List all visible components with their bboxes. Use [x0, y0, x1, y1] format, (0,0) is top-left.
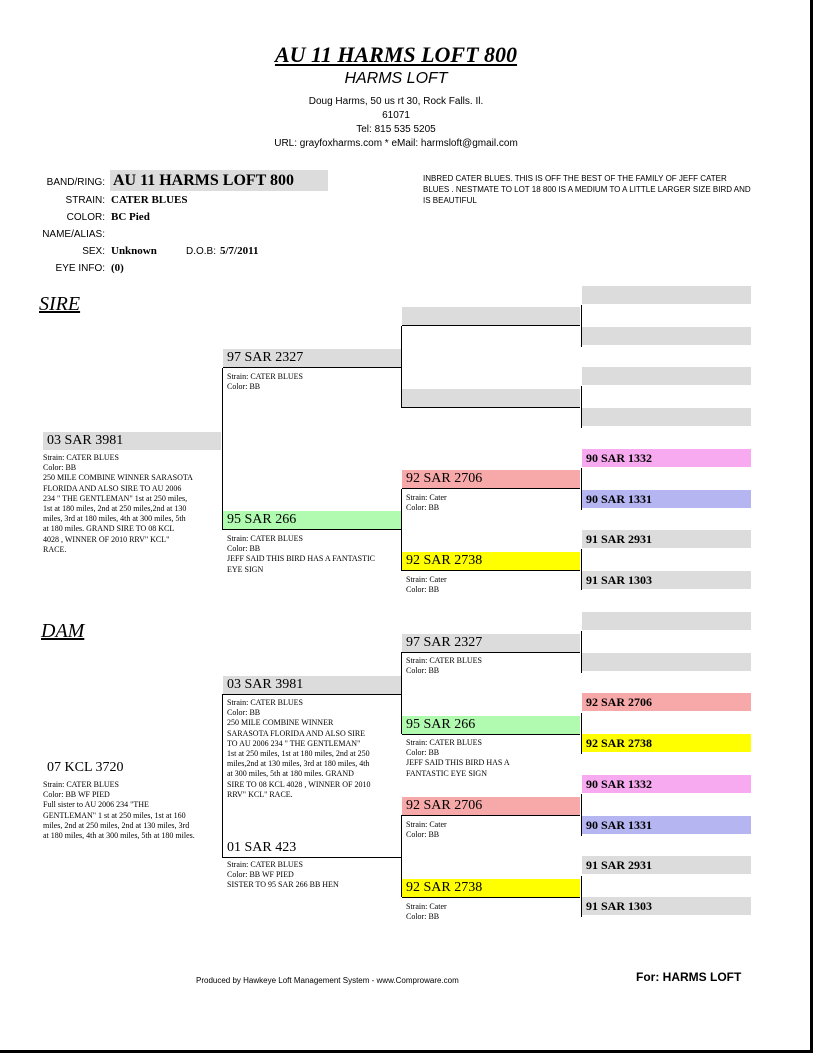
dam-info: Strain: CATER BLUES Color: BB WF PIED Full sister to AU 2006 234 "THE GENTLEMAN" 1 st at 250 miles, 1st at 160 miles, 2nd at 250 miles, 2nd at 130 miles, 3rd at 180 miles, 4th at 300 miles, 5th at 180 miles.	[43, 780, 195, 841]
sire-sire-dam-empty	[402, 389, 580, 407]
dam-gen4-2: 92 SAR 2738	[582, 734, 751, 752]
dam-sire-underline	[223, 694, 401, 695]
gen4-empty	[582, 367, 751, 385]
dam-connector	[222, 694, 223, 858]
dam-dam-sire-info: Strain: Cater Color: BB	[406, 820, 447, 840]
dam-dam-dam-band: 92 SAR 2738	[402, 879, 580, 897]
gen4-empty	[582, 327, 751, 345]
dam-dam-dam-info: Strain: Cater Color: BB	[406, 902, 447, 922]
sire-info: Strain: CATER BLUES Color: BB 250 MILE COMBINE WINNER SARASOTA FLORIDA AND ALSO SIRE TO AU 2006 234 " THE GENTLEMAN" 1st at 250 miles, 1st at 180 miles, 2nd at 250 miles,2nd at 130 miles, 3rd at 180 miles, 4th at 300 miles, 5th at 180 miles. GRAND SIRE TO 08 KCL 4028 , WINNER OF 2010 RRV" KCL" RACE.	[43, 453, 193, 554]
loft-name: HARMS LOFT	[344, 70, 448, 87]
eye-value: (0)	[111, 262, 124, 274]
band-value: AU 11 HARMS LOFT 800	[113, 172, 295, 189]
sire-sire-info: Strain: CATER BLUES Color: BB	[227, 372, 304, 392]
dam-dam-band: 01 SAR 423	[227, 840, 297, 855]
sex-label: SEX:	[82, 246, 105, 257]
address-line: Doug Harms, 50 us rt 30, Rock Falls. Il.	[308, 96, 484, 107]
sire-dam-band: 95 SAR 266	[223, 511, 401, 529]
dam-sire-dam-band: 95 SAR 266	[402, 716, 580, 734]
strain-label: STRAIN:	[65, 195, 105, 206]
sire-gen4-4: 91 SAR 1303	[582, 571, 751, 589]
dam-sire-info: Strain: CATER BLUES Color: BB 250 MILE COMBINE WINNER SARASOTA FLORIDA AND ALSO SIRE TO AU 2006 234 " THE GENTLEMAN" 1st at 250 miles, 1st at 180 miles, 2nd at 250 miles,2nd at 130 miles, 3rd at 180 miles, 4th at 300 miles, 5th at 180 miles. GRAND SIRE TO 08 KCL 4028 , WINNER OF 2010 RRV" KCL" RACE.	[227, 698, 371, 799]
gen4-empty	[582, 612, 751, 630]
sire-dam-dam-band: 92 SAR 2738	[402, 552, 580, 570]
gen4-empty	[582, 408, 751, 426]
gen3-underline	[402, 897, 580, 898]
dam-gen4-5: 91 SAR 2931	[582, 856, 751, 874]
phone-line: Tel: 815 535 5205	[356, 124, 436, 135]
dam-dam-info: Strain: CATER BLUES Color: BB WF PIED SISTER TO 95 SAR 266 BB HEN	[227, 860, 339, 890]
color-value: BC Pied	[111, 211, 150, 223]
sire-dam-dam-info: Strain: Cater Color: BB	[406, 575, 447, 595]
pedigree-title: AU 11 HARMS LOFT 800	[274, 42, 518, 67]
strain-value: CATER BLUES	[111, 194, 188, 206]
dam-gen4-6: 91 SAR 1303	[582, 897, 751, 915]
footer-produced-by: Produced by Hawkeye Loft Management System - www.Comproware.com	[196, 976, 459, 985]
gen3-underline	[402, 325, 580, 326]
dam-dam-sire-band: 92 SAR 2706	[402, 797, 580, 815]
name-label: NAME/ALIAS:	[42, 229, 105, 240]
dam-dam-underline	[223, 857, 401, 858]
dam-heading: DAM	[41, 620, 85, 642]
gen3-underline	[402, 652, 580, 653]
gen3-underline	[402, 488, 580, 489]
sire-dam-info: Strain: CATER BLUES Color: BB JEFF SAID THIS BIRD HAS A FANTASTIC EYE SIGN	[227, 534, 375, 574]
web-email-line: URL: grayfoxharms.com * eMail: harmsloft@gmail.com	[274, 138, 518, 149]
sire-sire-band: 97 SAR 2327	[223, 349, 401, 367]
sex-value: Unknown	[111, 245, 157, 257]
bird-notes: INBRED CATER BLUES. THIS IS OFF THE BEST OF THE FAMILY OF JEFF CATER BLUES . NESTMATE TO LOT 18 800 IS A MEDIUM TO A LITTLE LARGER SIZE BIRD AND IS BEAUTIFUL	[423, 174, 751, 205]
sire-sire-underline	[223, 367, 401, 368]
dam-sire-sire-info: Strain: CATER BLUES Color: BB	[406, 656, 483, 676]
sire-dam-underline	[223, 529, 401, 530]
gen4-empty	[582, 653, 751, 671]
sire-heading: SIRE	[39, 293, 81, 315]
color-label: COLOR:	[66, 212, 105, 223]
sire-dam-sire-band: 92 SAR 2706	[402, 470, 580, 488]
sire-sire-sire-empty	[402, 307, 580, 325]
sire-gen4-3: 91 SAR 2931	[582, 530, 751, 548]
dam-sire-sire-band: 97 SAR 2327	[402, 634, 580, 652]
sire-connector	[222, 368, 223, 530]
gen4-empty	[582, 286, 751, 304]
gen3-underline	[402, 570, 580, 571]
dam-gen4-4: 90 SAR 1331	[582, 816, 751, 834]
gen3-underline	[402, 407, 580, 408]
dam-gen4-3: 90 SAR 1332	[582, 775, 751, 793]
dob-label: D.O.B:	[186, 246, 217, 257]
dam-band: 07 KCL 3720	[47, 760, 124, 775]
sire-band: 03 SAR 3981	[43, 432, 221, 450]
dam-sire-band: 03 SAR 3981	[223, 676, 401, 694]
sire-gen4-1: 90 SAR 1332	[582, 449, 751, 467]
gen3-underline	[402, 815, 580, 816]
dam-sire-dam-info: Strain: CATER BLUES Color: BB JEFF SAID THIS BIRD HAS A FANTASTIC EYE SIGN	[406, 738, 510, 778]
gen3-underline	[402, 734, 580, 735]
dam-gen4-1: 92 SAR 2706	[582, 693, 751, 711]
sire-gen4-2: 90 SAR 1331	[582, 490, 751, 508]
eye-label: EYE INFO:	[55, 263, 105, 274]
dob-value: 5/7/2011	[220, 245, 259, 257]
band-label: BAND/RING:	[46, 177, 105, 188]
zip-line: 61071	[382, 110, 410, 121]
sire-dam-sire-info: Strain: Cater Color: BB	[406, 493, 447, 513]
footer-for-loft: For: HARMS LOFT	[636, 970, 742, 984]
